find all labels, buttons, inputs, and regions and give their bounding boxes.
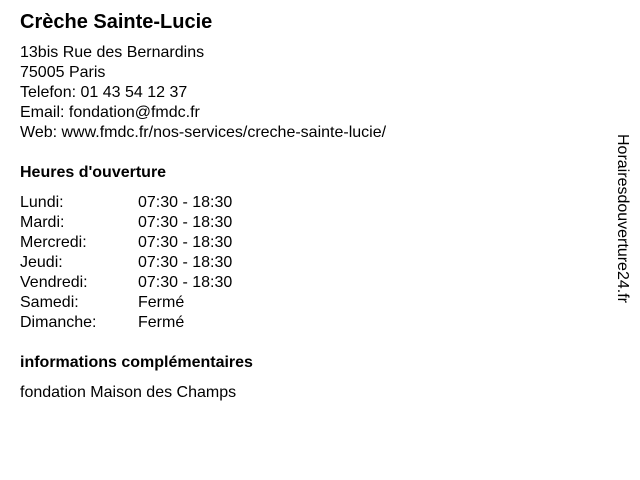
additional-info-text: fondation Maison des Champs [20,384,237,401]
time-value: 07:30 - 18:30 [138,234,233,251]
place-title: Crèche Sainte-Lucie [20,11,213,33]
day-label: Lundi: [20,194,64,211]
time-value: 07:30 - 18:30 [138,214,233,231]
day-label: Vendredi: [20,274,88,291]
opening-hours-list [20,193,600,333]
hours-row-wednesday [20,233,600,253]
day-label: Mardi: [20,214,65,231]
hours-row-saturday [20,293,600,313]
time-value: Fermé [138,314,185,331]
hours-row-friday [20,273,600,293]
additional-info-heading: informations complémentaires [20,354,253,371]
place-card [20,10,600,403]
day-label: Mercredi: [20,234,87,251]
time-value: 07:30 - 18:30 [138,194,233,211]
address-block [20,43,600,143]
opening-hours-heading: Heures d'ouverture [20,164,167,181]
site-watermark [610,134,634,346]
phone-line: Telefon: 01 43 54 12 37 [20,84,188,101]
hours-row-sunday [20,313,600,333]
time-value: 07:30 - 18:30 [138,274,233,291]
hours-row-tuesday [20,213,600,233]
time-value: Fermé [138,294,185,311]
day-label: Jeudi: [20,254,63,271]
day-label: Dimanche: [20,314,97,331]
city-address: 75005 Paris [20,64,106,81]
email-line: Email: fondation@fmdc.fr [20,104,200,121]
website-line: Web: www.fmdc.fr/nos-services/creche-sainte-lucie/ [20,124,387,141]
hours-row-monday [20,193,600,213]
day-label: Samedi: [20,294,79,311]
street-address: 13bis Rue des Bernardins [20,44,205,61]
hours-row-thursday [20,253,600,273]
site-watermark-text: Horairesdouverture24.fr [614,134,631,303]
time-value: 07:30 - 18:30 [138,254,233,271]
